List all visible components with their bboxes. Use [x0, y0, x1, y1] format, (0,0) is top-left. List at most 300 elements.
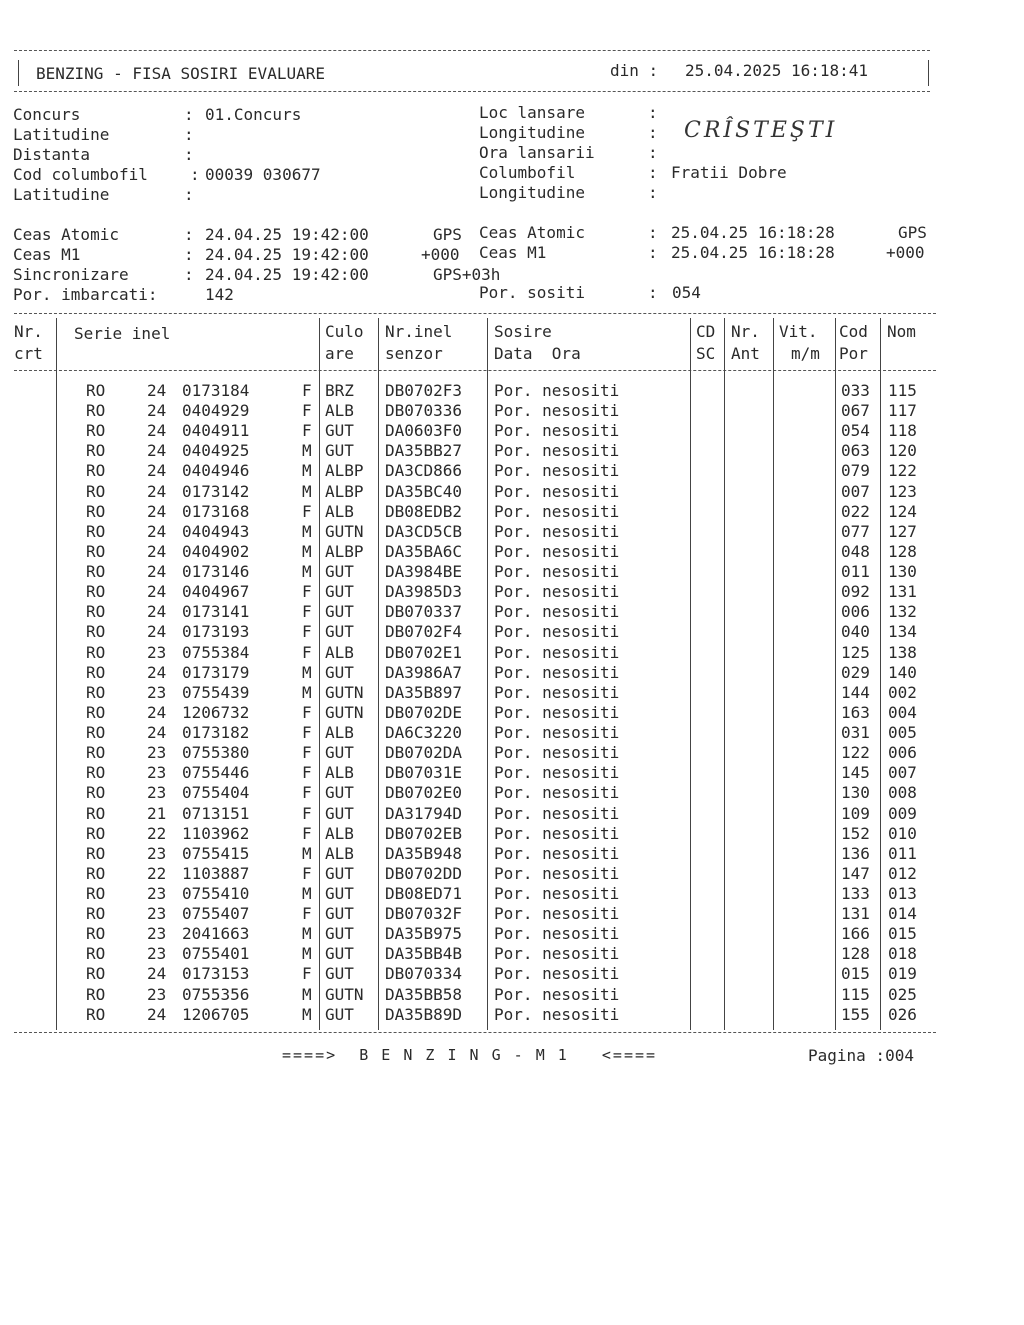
table-row: [0, 381, 1024, 401]
cell-nom: 006: [888, 743, 917, 763]
cell-year: 24: [147, 723, 167, 743]
cell-year: 24: [147, 381, 167, 400]
col-header-serie: Serie inel: [74, 324, 171, 343]
cell-ring: 0755404: [182, 783, 250, 803]
cell-sensor: DB070334: [385, 964, 463, 984]
cell-sex: M: [302, 461, 312, 481]
cell-nom: 025: [888, 984, 917, 1004]
info-sep: :: [184, 105, 194, 124]
col-header-cd: CD: [696, 322, 716, 341]
cell-sex: M: [302, 884, 312, 903]
info-sep: :: [648, 103, 658, 122]
cell-color: GUT: [325, 421, 354, 441]
cell-color: GUT: [325, 662, 354, 682]
cell-cod: 077: [841, 521, 870, 541]
clock-sep: :: [648, 243, 658, 262]
clock-label: Ceas M1: [13, 245, 81, 264]
clock-suffix: GPS+03h: [433, 265, 501, 284]
cell-sensor: DA3CD866: [385, 461, 463, 481]
table-row: [0, 703, 1024, 723]
arrived-value: 054: [672, 283, 701, 302]
info-label-columbofil: Columbofil: [479, 163, 576, 182]
cell-year: 24: [147, 582, 167, 602]
cell-ring: 2041663: [182, 924, 250, 944]
cell-cod: 007: [841, 481, 870, 501]
table-row: [0, 964, 1024, 984]
cell-sensor: DB0702DA: [385, 743, 463, 763]
table-row: [0, 904, 1024, 924]
clock-sep: :: [184, 245, 194, 264]
table-row: [0, 864, 1024, 884]
cell-sensor: DA35BB27: [385, 441, 463, 461]
cell-ring: 0404902: [182, 541, 250, 561]
cell-cod: 163: [841, 702, 870, 722]
cell-country: RO: [86, 662, 106, 682]
cell-country: RO: [86, 642, 106, 662]
info-sep: :: [184, 125, 194, 144]
col-header-cod: Cod: [839, 322, 868, 341]
cell-sex: F: [302, 501, 312, 521]
cell-country: RO: [86, 783, 106, 803]
cell-country: RO: [86, 904, 106, 924]
cell-ring: 0755380: [182, 743, 250, 763]
cell-ring: 1206732: [182, 702, 250, 722]
cell-ring: 1206705: [182, 1004, 250, 1024]
cell-year: 23: [147, 642, 167, 662]
cell-sensor: DB07032F: [385, 904, 463, 924]
cell-nom: 010: [888, 823, 917, 843]
cell-country: RO: [86, 401, 106, 421]
cell-cod: 015: [841, 964, 870, 984]
cell-ring: 0755407: [182, 904, 250, 924]
col-header-nrant-sub: Ant: [731, 344, 760, 363]
cell-status: Por. nesositi: [494, 763, 620, 783]
info-label-latitudine-2: Latitudine: [13, 185, 110, 204]
cell-sensor: DB0702DE: [385, 702, 463, 722]
cell-color: GUT: [325, 884, 354, 903]
cell-nom: 123: [888, 481, 917, 501]
cell-nom: 013: [888, 884, 917, 903]
cell-year: 24: [147, 461, 167, 481]
clock-suffix: GPS: [898, 223, 927, 242]
table-row: [0, 924, 1024, 944]
info-sep: :: [648, 183, 658, 202]
cell-color: ALBP: [325, 461, 364, 481]
info-label-longitudine-2: Longitudine: [479, 183, 585, 202]
cell-year: 24: [147, 501, 167, 521]
cell-nom: 009: [888, 803, 917, 823]
cell-sensor: DA35B975: [385, 924, 463, 944]
cell-sex: M: [302, 541, 312, 561]
cell-color: ALB: [325, 401, 354, 421]
cell-status: Por. nesositi: [494, 562, 620, 582]
cell-country: RO: [86, 964, 106, 984]
cell-sensor: DA35B897: [385, 682, 463, 702]
report-date: 25.04.2025 16:18:41: [685, 61, 869, 80]
cell-country: RO: [86, 723, 106, 743]
cell-sex: F: [302, 964, 312, 984]
cell-color: GUT: [325, 743, 354, 763]
cell-nom: 131: [888, 582, 917, 602]
cell-country: RO: [86, 682, 106, 702]
cell-ring: 0173168: [182, 501, 250, 521]
cell-country: RO: [86, 602, 106, 622]
table-row: [0, 683, 1024, 703]
cell-cod: 067: [841, 401, 870, 421]
cell-country: RO: [86, 984, 106, 1004]
cell-nom: 015: [888, 924, 917, 944]
info-sep: :: [184, 185, 194, 204]
cell-status: Por. nesositi: [494, 803, 620, 823]
cell-country: RO: [86, 541, 106, 561]
handwritten-place: CRÎSTEŞTI: [684, 118, 838, 143]
cell-country: RO: [86, 461, 106, 481]
cell-status: Por. nesositi: [494, 924, 620, 944]
table-row: [0, 763, 1024, 783]
cell-year: 23: [147, 904, 167, 924]
cell-nom: 014: [888, 904, 917, 924]
cell-sex: F: [302, 904, 312, 924]
cell-sensor: DA35B948: [385, 843, 463, 863]
cell-sensor: DB0702F3: [385, 381, 463, 400]
cell-sensor: DB08ED71: [385, 884, 463, 903]
cell-ring: 0404925: [182, 441, 250, 461]
boarded-value: 142: [205, 285, 234, 304]
cell-sensor: DB0702E1: [385, 642, 463, 662]
cell-cod: 063: [841, 441, 870, 461]
cell-country: RO: [86, 884, 106, 903]
cell-ring: 0173142: [182, 481, 250, 501]
cell-sex: F: [302, 763, 312, 783]
cell-nom: 120: [888, 441, 917, 461]
info-label-cod-columbofil: Cod columbofil: [13, 165, 148, 184]
cell-year: 23: [147, 783, 167, 803]
cell-sex: F: [302, 743, 312, 763]
info-label-ora-lansarii: Ora lansarii: [479, 143, 595, 162]
cell-nom: 007: [888, 763, 917, 783]
cell-sex: M: [302, 843, 312, 863]
cell-status: Por. nesositi: [494, 884, 620, 903]
cell-cod: 029: [841, 662, 870, 682]
cell-sex: F: [302, 863, 312, 883]
cell-color: GUT: [325, 803, 354, 823]
cell-status: Por. nesositi: [494, 602, 620, 622]
cell-ring: 0755415: [182, 843, 250, 863]
table-row: [0, 522, 1024, 542]
cell-status: Por. nesositi: [494, 582, 620, 602]
cell-year: 21: [147, 803, 167, 823]
cell-country: RO: [86, 944, 106, 964]
col-header-vit: Vit.: [779, 322, 818, 341]
cell-color: GUT: [325, 582, 354, 602]
cell-sex: M: [302, 562, 312, 582]
col-header-cd-sub: SC: [696, 344, 716, 363]
cell-color: GUT: [325, 602, 354, 622]
cell-sex: F: [302, 602, 312, 622]
cell-sex: F: [302, 421, 312, 441]
cell-ring: 0173179: [182, 662, 250, 682]
col-header-cod-sub: Por: [839, 344, 868, 363]
cell-status: Por. nesositi: [494, 381, 620, 400]
table-row: [0, 562, 1024, 582]
cell-nom: 117: [888, 401, 917, 421]
cell-ring: 0755446: [182, 763, 250, 783]
col-header-nr-sub: crt: [14, 344, 43, 363]
cell-status: Por. nesositi: [494, 662, 620, 682]
cell-color: GUTN: [325, 682, 364, 702]
col-header-culo-sub: are: [325, 344, 354, 363]
cell-status: Por. nesositi: [494, 743, 620, 763]
cell-country: RO: [86, 421, 106, 441]
cell-nom: 118: [888, 421, 917, 441]
cell-year: 24: [147, 662, 167, 682]
cell-sex: F: [302, 622, 312, 642]
cell-color: GUT: [325, 441, 354, 461]
cell-ring: 0755401: [182, 944, 250, 964]
cell-country: RO: [86, 823, 106, 843]
cell-cod: 054: [841, 421, 870, 441]
cell-country: RO: [86, 763, 106, 783]
cell-country: RO: [86, 441, 106, 461]
cell-nom: 004: [888, 702, 917, 722]
cell-sensor: DA3985D3: [385, 582, 463, 602]
col-header-sosire-sub: Data Ora: [494, 344, 581, 363]
cell-nom: 115: [888, 381, 917, 400]
cell-status: Por. nesositi: [494, 964, 620, 984]
cell-sensor: DB07031E: [385, 763, 463, 783]
table-row: [0, 844, 1024, 864]
report-date-label: din :: [610, 61, 659, 80]
clock-label: Ceas Atomic: [13, 225, 119, 244]
cell-cod: 130: [841, 783, 870, 803]
info-value-columbofil: Fratii Dobre: [671, 163, 787, 182]
cell-ring: 0173141: [182, 602, 250, 622]
footer-banner: ====> B E N Z I N G - M 1 <====: [282, 1046, 658, 1064]
col-header-culo: Culo: [325, 322, 364, 341]
cell-sex: F: [302, 823, 312, 843]
cell-country: RO: [86, 381, 106, 400]
cell-color: ALBP: [325, 541, 364, 561]
cell-sex: F: [302, 642, 312, 662]
cell-year: 24: [147, 1004, 167, 1024]
cell-country: RO: [86, 743, 106, 763]
cell-sex: F: [302, 381, 312, 400]
clock-suffix: +000: [421, 245, 460, 264]
info-sep: :: [648, 163, 658, 182]
clock-value: 24.04.25 19:42:00: [205, 245, 369, 264]
cell-sensor: DA35BC40: [385, 481, 463, 501]
cell-country: RO: [86, 521, 106, 541]
arrived-label: Por. sositi: [479, 283, 585, 302]
cell-ring: 1103887: [182, 863, 250, 883]
arrived-sep: :: [648, 283, 658, 302]
cell-sex: M: [302, 984, 312, 1004]
cell-sex: F: [302, 803, 312, 823]
table-row: [0, 985, 1024, 1005]
cell-nom: 002: [888, 682, 917, 702]
cell-cod: 145: [841, 763, 870, 783]
cell-sensor: DA35BB4B: [385, 944, 463, 964]
cell-nom: 127: [888, 521, 917, 541]
clock-sep: :: [184, 265, 194, 284]
cell-year: 22: [147, 823, 167, 843]
cell-nom: 008: [888, 783, 917, 803]
col-header-sosire: Sosire: [494, 322, 552, 341]
cell-status: Por. nesositi: [494, 702, 620, 722]
clock-value: 24.04.25 19:42:00: [205, 225, 369, 244]
cell-color: GUT: [325, 783, 354, 803]
cell-sex: M: [302, 481, 312, 501]
table-row: [0, 502, 1024, 522]
cell-status: Por. nesositi: [494, 944, 620, 964]
table-row: [0, 461, 1024, 481]
cell-color: GUT: [325, 964, 354, 984]
cell-cod: 136: [841, 843, 870, 863]
cell-nom: 019: [888, 964, 917, 984]
cell-nom: 124: [888, 501, 917, 521]
cell-year: 24: [147, 401, 167, 421]
cell-year: 24: [147, 702, 167, 722]
cell-ring: 0173193: [182, 622, 250, 642]
col-header-nr: Nr.: [14, 322, 43, 341]
cell-cod: 128: [841, 944, 870, 964]
cell-cod: 133: [841, 884, 870, 903]
cell-color: GUT: [325, 562, 354, 582]
cell-nom: 132: [888, 602, 917, 622]
cell-country: RO: [86, 582, 106, 602]
cell-sensor: DA3984BE: [385, 562, 463, 582]
cell-sex: M: [302, 944, 312, 964]
clock-value: 25.04.25 16:18:28: [671, 243, 835, 262]
cell-cod: 166: [841, 924, 870, 944]
table-row: [0, 401, 1024, 421]
cell-ring: 0173146: [182, 562, 250, 582]
cell-status: Por. nesositi: [494, 441, 620, 461]
cell-sex: F: [302, 401, 312, 421]
cell-ring: 0173182: [182, 723, 250, 743]
cell-nom: 128: [888, 541, 917, 561]
clock-sep: :: [648, 223, 658, 242]
cell-year: 24: [147, 441, 167, 461]
cell-ring: 0404929: [182, 401, 250, 421]
col-header-nrant: Nr.: [731, 322, 760, 341]
cell-sex: M: [302, 662, 312, 682]
cell-year: 22: [147, 863, 167, 883]
cell-country: RO: [86, 924, 106, 944]
cell-status: Por. nesositi: [494, 723, 620, 743]
cell-color: GUT: [325, 924, 354, 944]
cell-nom: 130: [888, 562, 917, 582]
cell-country: RO: [86, 863, 106, 883]
cell-sex: M: [302, 682, 312, 702]
cell-cod: 048: [841, 541, 870, 561]
cell-cod: 006: [841, 602, 870, 622]
cell-status: Por. nesositi: [494, 481, 620, 501]
cell-nom: 018: [888, 944, 917, 964]
cell-status: Por. nesositi: [494, 823, 620, 843]
cell-year: 24: [147, 622, 167, 642]
cell-ring: 0173184: [182, 381, 250, 400]
cell-nom: 026: [888, 1004, 917, 1024]
info-sep: :: [190, 165, 200, 184]
table-row: [0, 1005, 1024, 1025]
cell-sex: F: [302, 723, 312, 743]
table-row: [0, 783, 1024, 803]
cell-sensor: DA35BA6C: [385, 541, 463, 561]
info-value-concurs: 01.Concurs: [205, 105, 302, 124]
cell-country: RO: [86, 843, 106, 863]
cell-status: Por. nesositi: [494, 521, 620, 541]
cell-cod: 011: [841, 562, 870, 582]
clock-label: Ceas Atomic: [479, 223, 585, 242]
cell-color: GUTN: [325, 984, 364, 1004]
cell-country: RO: [86, 481, 106, 501]
clock-label: Sincronizare: [13, 265, 129, 284]
cell-year: 24: [147, 421, 167, 441]
cell-cod: 147: [841, 863, 870, 883]
info-sep: :: [184, 145, 194, 164]
cell-year: 23: [147, 944, 167, 964]
cell-nom: 134: [888, 622, 917, 642]
cell-sensor: DA35B89D: [385, 1004, 463, 1024]
clock-value: 25.04.25 16:18:28: [671, 223, 835, 242]
cell-year: 23: [147, 763, 167, 783]
cell-sex: M: [302, 1004, 312, 1024]
cell-ring: 0713151: [182, 803, 250, 823]
cell-cod: 109: [841, 803, 870, 823]
cell-year: 23: [147, 743, 167, 763]
cell-status: Por. nesositi: [494, 843, 620, 863]
cell-color: GUT: [325, 904, 354, 924]
cell-sensor: DB0702F4: [385, 622, 463, 642]
cell-cod: 115: [841, 984, 870, 1004]
info-sep: :: [648, 143, 658, 162]
cell-year: 23: [147, 984, 167, 1004]
cell-status: Por. nesositi: [494, 622, 620, 642]
cell-year: 24: [147, 602, 167, 622]
cell-year: 24: [147, 562, 167, 582]
cell-cod: 033: [841, 381, 870, 400]
cell-sensor: DB070336: [385, 401, 463, 421]
cell-year: 23: [147, 843, 167, 863]
cell-sensor: DB0702DD: [385, 863, 463, 883]
cell-status: Por. nesositi: [494, 783, 620, 803]
cell-color: GUT: [325, 622, 354, 642]
cell-year: 23: [147, 682, 167, 702]
table-row: [0, 441, 1024, 461]
cell-sensor: DB070337: [385, 602, 463, 622]
info-label-latitudine: Latitudine: [13, 125, 110, 144]
cell-status: Por. nesositi: [494, 904, 620, 924]
header-bottom-rule: [14, 91, 930, 92]
cell-sex: M: [302, 441, 312, 461]
cell-sensor: DA3CD5CB: [385, 521, 463, 541]
cell-nom: 138: [888, 642, 917, 662]
cell-color: GUT: [325, 863, 354, 883]
cell-color: GUTN: [325, 521, 364, 541]
cell-nom: 140: [888, 662, 917, 682]
cell-cod: 040: [841, 622, 870, 642]
cell-status: Por. nesositi: [494, 642, 620, 662]
cell-status: Por. nesositi: [494, 421, 620, 441]
cell-sensor: DB08EDB2: [385, 501, 463, 521]
cell-country: RO: [86, 803, 106, 823]
cell-status: Por. nesositi: [494, 1004, 620, 1024]
header-right-border: [928, 60, 929, 86]
clock-suffix: GPS: [433, 225, 462, 244]
cell-color: ALBP: [325, 481, 364, 501]
cell-ring: 0755410: [182, 884, 250, 903]
